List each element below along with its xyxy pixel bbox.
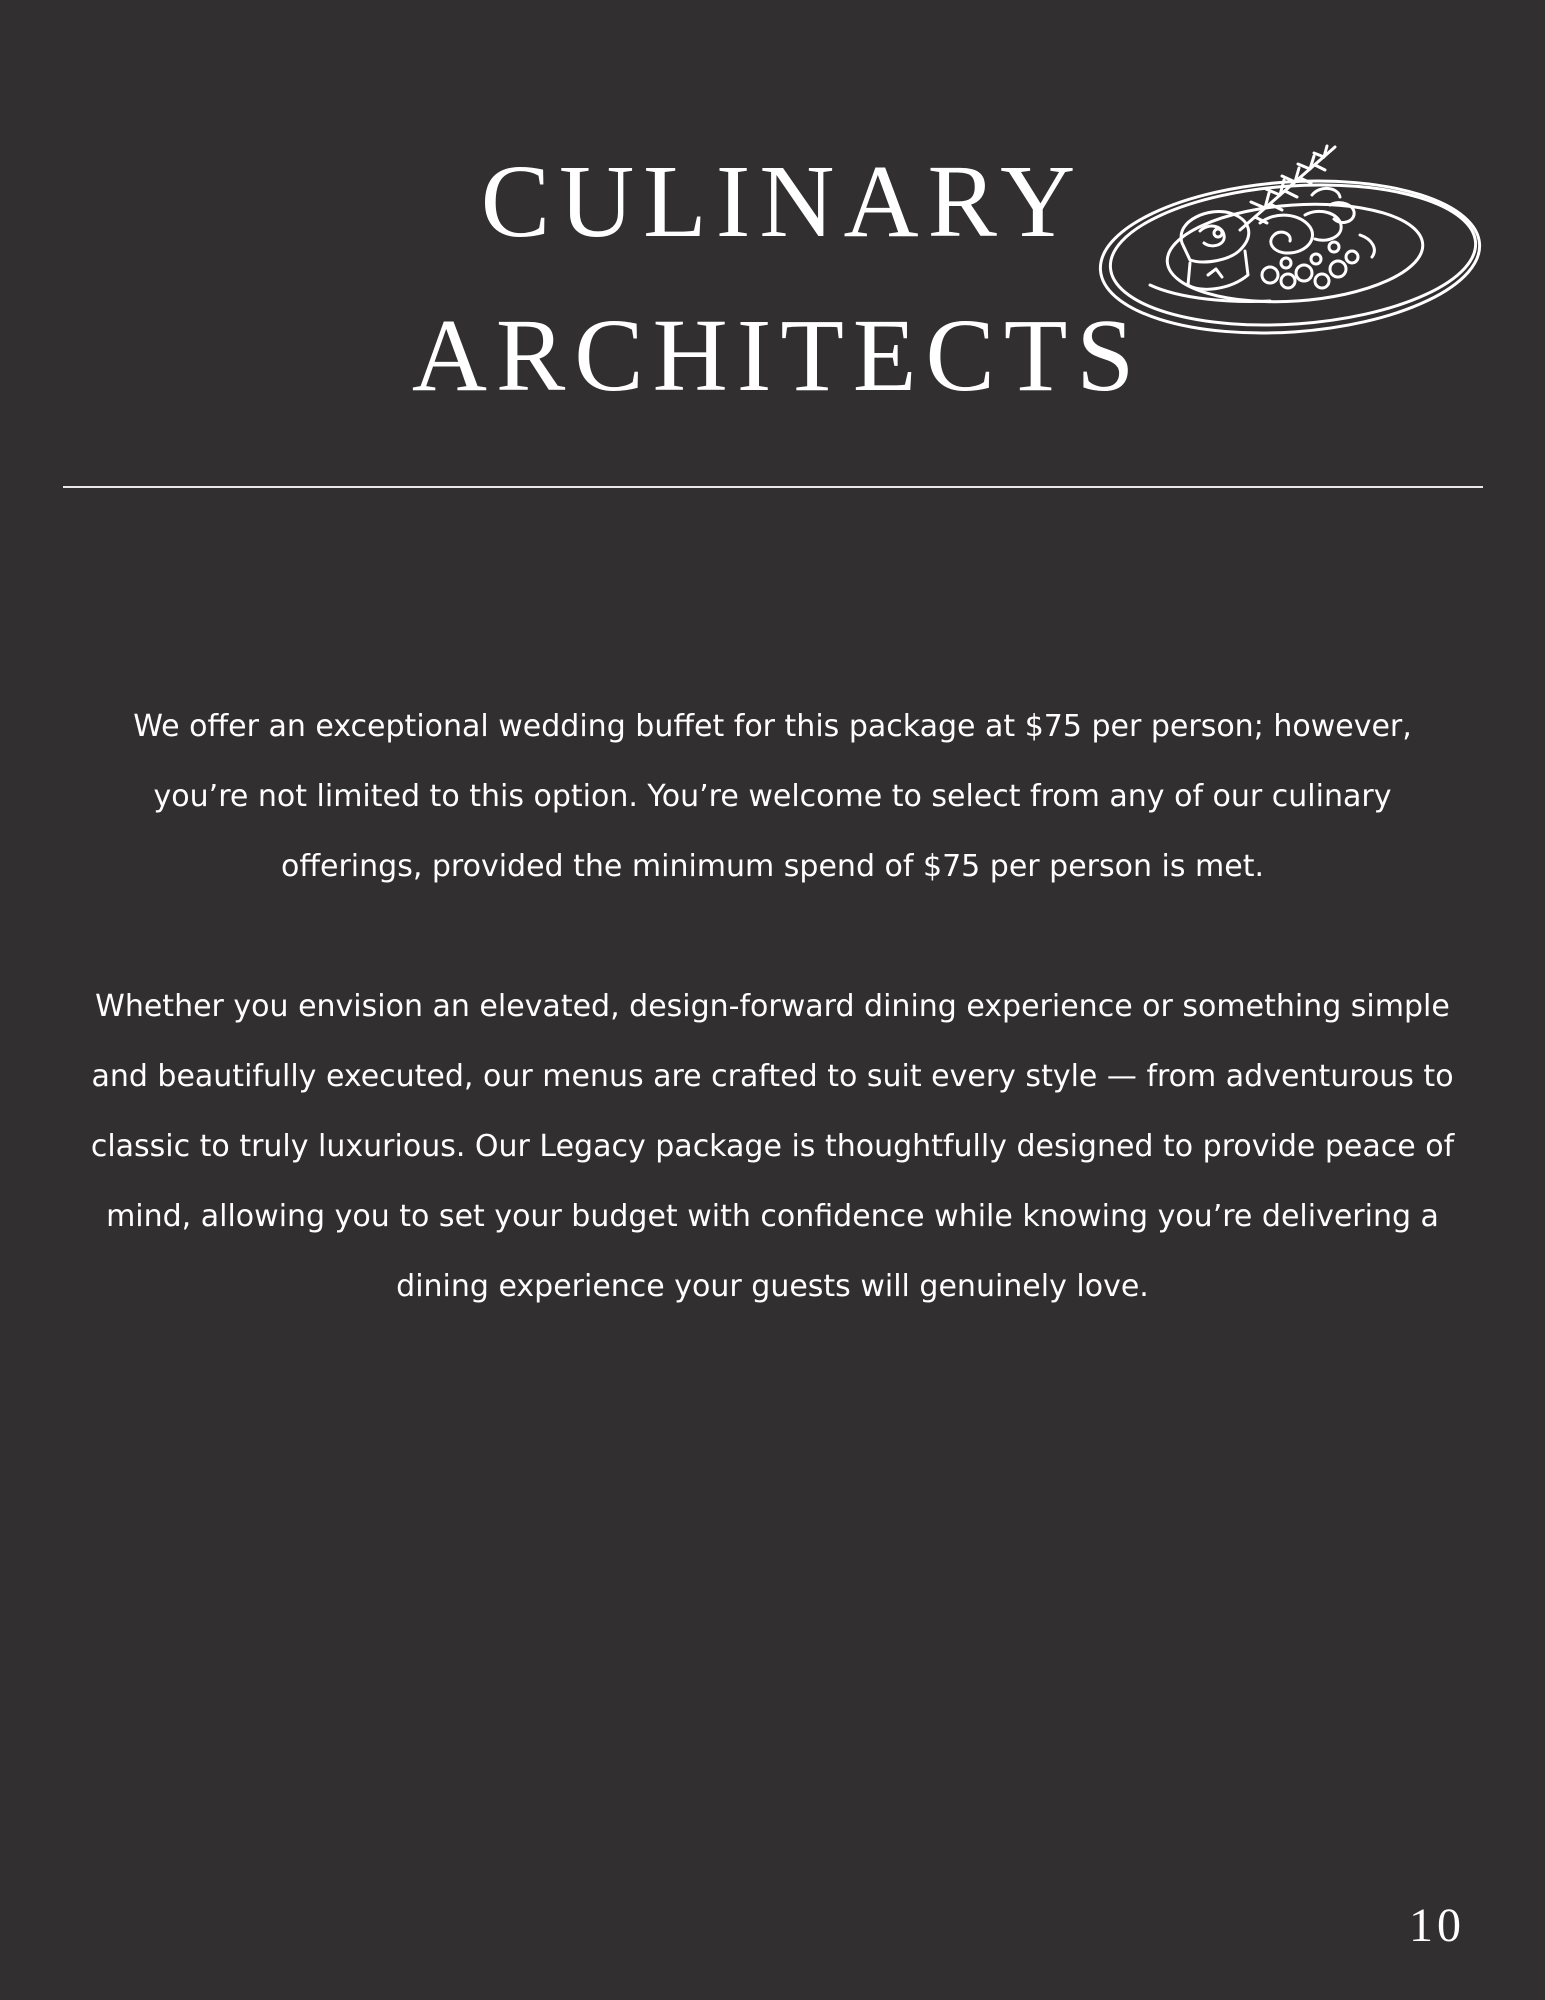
page-number: 10	[1409, 1899, 1465, 1952]
page-title-line-1: CULINARY	[480, 144, 1085, 259]
description-paragraph: Whether you envision an elevated, design-forward dining experience or something simple and beautifully executed, our menus are crafted to suit every style — from adventurous to classic to truly luxurious. Our Legacy package is thoughtfully designed to provide peace of mind, allowing you to set your budget with confidence while knowing you’re delivering a dining experience your guests will genuinely love.	[90, 989, 1455, 1304]
intro-paragraph: We offer an exceptional wedding buffet for this package at $75 per person; however, you’re not limited to this option. You’re welcome to select from any of our culinary offerings, provided the minimum spend of $75 per person is met.	[133, 709, 1412, 884]
plated-dish-illustration-icon	[1090, 135, 1490, 345]
page-title-line-2: ARCHITECTS	[411, 298, 1144, 413]
section-divider	[63, 486, 1483, 488]
